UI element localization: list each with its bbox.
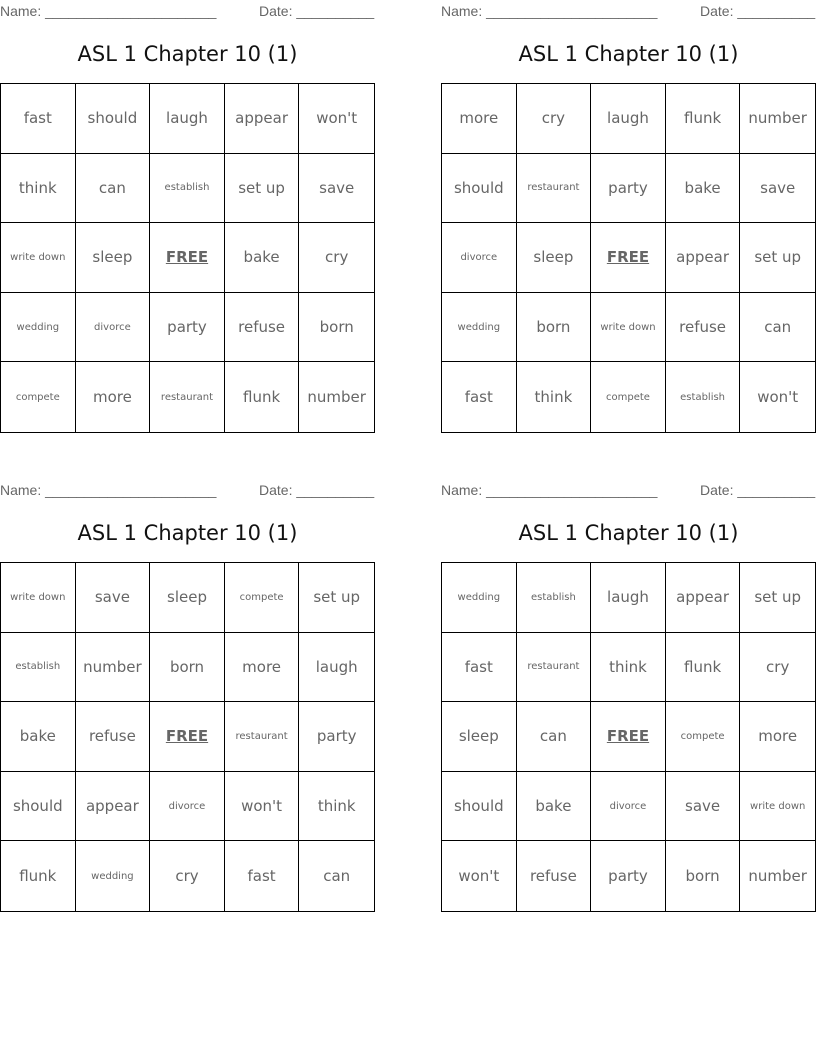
bingo-cell: think bbox=[1, 154, 76, 224]
bingo-cell: number bbox=[76, 633, 151, 703]
bingo-cell: divorce bbox=[76, 293, 151, 363]
card-header bbox=[0, 482, 375, 498]
bingo-grid bbox=[0, 562, 375, 912]
bingo-cell: appear bbox=[225, 84, 300, 154]
name-field: Name: ______________________ bbox=[441, 482, 658, 498]
bingo-cell: establish bbox=[666, 362, 741, 432]
bingo-cell: restaurant bbox=[517, 154, 592, 224]
bingo-cell: compete bbox=[666, 702, 741, 772]
bingo-cell: bake bbox=[517, 772, 592, 842]
bingo-grid bbox=[0, 83, 375, 433]
bingo-cell: write down bbox=[740, 772, 815, 842]
card-header bbox=[0, 3, 375, 19]
bingo-cell: won't bbox=[299, 84, 374, 154]
bingo-cell: can bbox=[740, 293, 815, 363]
bingo-cell: wedding bbox=[442, 563, 517, 633]
free-space: FREE bbox=[591, 702, 666, 772]
bingo-cell: sleep bbox=[442, 702, 517, 772]
bingo-cell: number bbox=[740, 84, 815, 154]
bingo-cell: establish bbox=[150, 154, 225, 224]
bingo-cell: restaurant bbox=[150, 362, 225, 432]
bingo-grid bbox=[441, 562, 816, 912]
card-header bbox=[441, 482, 816, 498]
bingo-cell: restaurant bbox=[225, 702, 300, 772]
bingo-cell: set up bbox=[740, 223, 815, 293]
bingo-cell: born bbox=[517, 293, 592, 363]
bingo-cell: restaurant bbox=[517, 633, 592, 703]
bingo-cell: flunk bbox=[1, 841, 76, 911]
bingo-cell: divorce bbox=[442, 223, 517, 293]
bingo-cell: flunk bbox=[225, 362, 300, 432]
bingo-cell: save bbox=[666, 772, 741, 842]
name-field: Name: ______________________ bbox=[441, 3, 658, 19]
bingo-cell: can bbox=[76, 154, 151, 224]
bingo-cell: cry bbox=[517, 84, 592, 154]
bingo-cell: write down bbox=[1, 223, 76, 293]
bingo-cell: won't bbox=[225, 772, 300, 842]
bingo-cell: save bbox=[299, 154, 374, 224]
bingo-cell: fast bbox=[442, 633, 517, 703]
bingo-cell: think bbox=[299, 772, 374, 842]
bingo-cell: born bbox=[150, 633, 225, 703]
bingo-cell: appear bbox=[666, 223, 741, 293]
bingo-cell: should bbox=[76, 84, 151, 154]
bingo-cell: refuse bbox=[517, 841, 592, 911]
bingo-cell: set up bbox=[299, 563, 374, 633]
card-title: ASL 1 Chapter 10 (1) bbox=[77, 521, 298, 545]
bingo-cell: cry bbox=[150, 841, 225, 911]
bingo-cell: save bbox=[740, 154, 815, 224]
card-title: ASL 1 Chapter 10 (1) bbox=[518, 521, 739, 545]
bingo-cell: can bbox=[323, 867, 351, 886]
bingo-cell: flunk bbox=[666, 633, 741, 703]
bingo-cell: fast bbox=[1, 84, 76, 154]
bingo-cell: fast bbox=[442, 362, 517, 432]
bingo-cell: number bbox=[748, 867, 807, 886]
card-title: ASL 1 Chapter 10 (1) bbox=[518, 42, 739, 66]
bingo-cell: set up bbox=[740, 563, 815, 633]
bingo-cell: write down bbox=[1, 563, 76, 633]
bingo-cell: should bbox=[1, 772, 76, 842]
bingo-cell: divorce bbox=[591, 772, 666, 842]
name-field: Name: ______________________ bbox=[0, 3, 217, 19]
bingo-cell: born bbox=[299, 293, 374, 363]
bingo-cell: appear bbox=[76, 772, 151, 842]
bingo-cell: number bbox=[307, 388, 366, 407]
bingo-cell: should bbox=[442, 154, 517, 224]
bingo-cell: write down bbox=[591, 293, 666, 363]
free-space: FREE bbox=[150, 223, 225, 293]
bingo-cell: set up bbox=[225, 154, 300, 224]
bingo-cell: compete bbox=[1, 362, 76, 432]
bingo-cell: laugh bbox=[299, 633, 374, 703]
bingo-cell: party bbox=[591, 841, 666, 911]
bingo-cell: party bbox=[299, 702, 374, 772]
bingo-cell: bake bbox=[666, 154, 741, 224]
bingo-cell: more bbox=[225, 633, 300, 703]
bingo-cell: think bbox=[517, 362, 592, 432]
bingo-cell: won't bbox=[442, 841, 517, 911]
bingo-cell: wedding bbox=[76, 841, 151, 911]
bingo-cell: appear bbox=[666, 563, 741, 633]
bingo-cell: save bbox=[76, 563, 151, 633]
date-field: Date: __________ bbox=[259, 3, 375, 19]
bingo-cell: party bbox=[591, 154, 666, 224]
bingo-cell: flunk bbox=[666, 84, 741, 154]
date-field: Date: __________ bbox=[700, 3, 816, 19]
card-header bbox=[441, 3, 816, 19]
bingo-cell: laugh bbox=[591, 84, 666, 154]
bingo-cell: laugh bbox=[150, 84, 225, 154]
bingo-cell: sleep bbox=[150, 563, 225, 633]
bingo-cell: should bbox=[442, 772, 517, 842]
bingo-cell: sleep bbox=[76, 223, 151, 293]
bingo-cell: party bbox=[150, 293, 225, 363]
bingo-cell: wedding bbox=[1, 293, 76, 363]
bingo-cell: bake bbox=[1, 702, 76, 772]
bingo-cell: cry bbox=[740, 633, 815, 703]
bingo-cell: sleep bbox=[517, 223, 592, 293]
bingo-cell: fast bbox=[225, 841, 300, 911]
bingo-grid bbox=[441, 83, 816, 433]
card-title: ASL 1 Chapter 10 (1) bbox=[77, 42, 298, 66]
bingo-cell: think bbox=[591, 633, 666, 703]
bingo-cell: divorce bbox=[150, 772, 225, 842]
bingo-cell: compete bbox=[591, 362, 666, 432]
bingo-cell: wedding bbox=[442, 293, 517, 363]
bingo-cell: won't bbox=[757, 388, 799, 407]
bingo-cell: compete bbox=[225, 563, 300, 633]
bingo-cell: can bbox=[517, 702, 592, 772]
bingo-cell: bake bbox=[225, 223, 300, 293]
bingo-cell: born bbox=[666, 841, 741, 911]
name-field: Name: ______________________ bbox=[0, 482, 217, 498]
bingo-cell: more bbox=[76, 362, 151, 432]
bingo-cell: establish bbox=[517, 563, 592, 633]
date-field: Date: __________ bbox=[259, 482, 375, 498]
date-field: Date: __________ bbox=[700, 482, 816, 498]
free-space: FREE bbox=[591, 223, 666, 293]
bingo-cell: more bbox=[740, 702, 815, 772]
bingo-cell: refuse bbox=[225, 293, 300, 363]
bingo-cell: more bbox=[442, 84, 517, 154]
bingo-cell: refuse bbox=[76, 702, 151, 772]
bingo-cell: laugh bbox=[591, 563, 666, 633]
bingo-cell: cry bbox=[299, 223, 374, 293]
bingo-cell: establish bbox=[1, 633, 76, 703]
free-space: FREE bbox=[150, 702, 225, 772]
bingo-cell: refuse bbox=[666, 293, 741, 363]
